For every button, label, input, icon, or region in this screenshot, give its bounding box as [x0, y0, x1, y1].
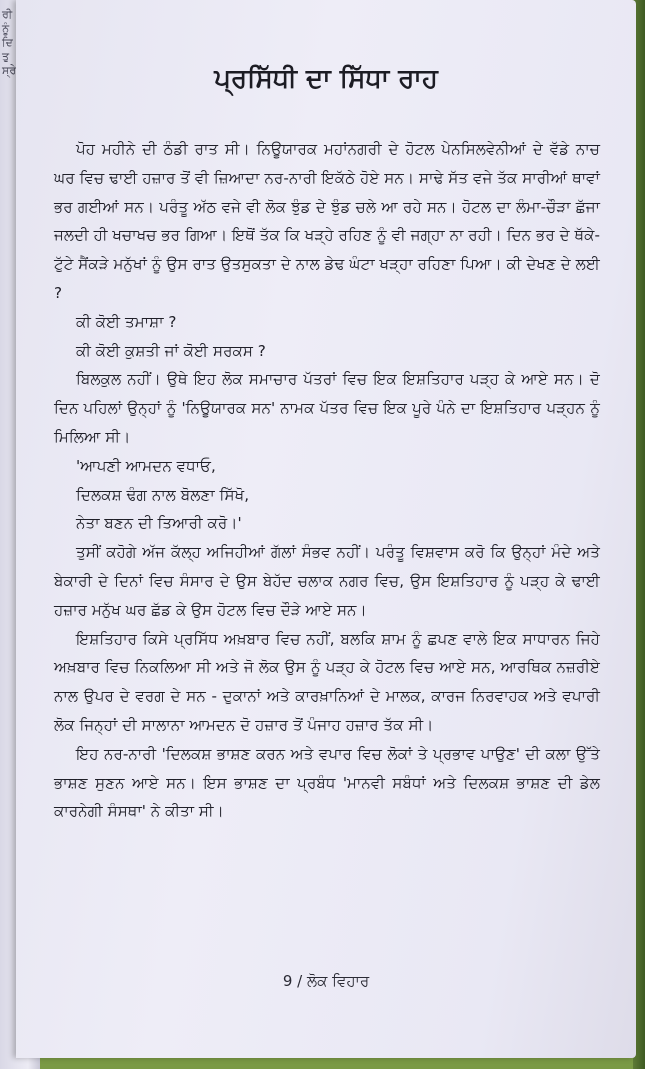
paragraph-newspaper: ਇਸ਼ਤਿਹਾਰ ਕਿਸੇ ਪ੍ਰਸਿੱਧ ਅਖ਼ਬਾਰ ਵਿਚ ਨਹੀਂ, ਬਲਕਿ ਸ਼ਾਮ ਨੂੰ ਛਪਣ ਵਾਲੇ ਇਕ ਸਾਧਾਰਨ ਜਿਹੇ ਅਖ਼ਬਾਰ ਵਿਚ ਨਿਕਲਿਆ ਸੀ ਅਤੇ ਜੋ ਲੋਕ ਉਸ ਨੂੰ ਪੜ੍ਹ ਕੇ ਹੋਟਲ ਵਿਚ ਆਏ ਸਨ, ਆਰਥਿਕ ਨਜ਼ਰੀਏ ਨਾਲ ਉਪਰ ਦੇ ਵਰਗ ਦੇ ਸਨ - ਦੁਕਾਨਾਂ ਅਤੇ ਕਾਰਖ਼ਾਨਿਆਂ ਦੇ ਮਾਲਕ, ਕਾਰਜ ਨਿਰਵਾਹਕ ਅਤੇ ਵਪਾਰੀ ਲੋਕ ਜਿਨ੍ਹਾਂ ਦੀ ਸਾਲਾਨਾ ਆਮਦਨ ਦੋ ਹਜ਼ਾਰ ਤੋਂ ਪੰਜਾਹ ਹਜ਼ਾਰ ਤੱਕ ਸੀ। — [54, 629, 600, 734]
paragraph-advertisement: ਬਿਲਕੁਲ ਨਹੀਂ। ਉਥੇ ਇਹ ਲੋਕ ਸਮਾਚਾਰ ਪੱਤਰਾਂ ਵਿਚ ਇਕ ਇਸ਼ਤਿਹਾਰ ਪੜ੍ਹ ਕੇ ਆਏ ਸਨ। ਦੋ ਦਿਨ ਪਹਿਲਾਂ ਉਨ੍ਹਾਂ ਨੂੰ 'ਨਿਊਯਾਰਕ ਸਨ' ਨਾਮਕ ਪੱਤਰ ਵਿਚ ਇਕ ਪੂਰੇ ਪੰਨੇ ਦਾ ਇਸ਼ਤਿਹਾਰ ਪੜ੍ਹਨ ਨੂੰ ਮਿਲਿਆ ਸੀ। — [54, 370, 600, 446]
ad-line-1: 'ਆਪਣੀ ਆਮਦਨ ਵਧਾਓ, — [76, 456, 216, 475]
underlying-page-text: ਰੀ ਨੂੰ ਦਿ ਤੁ ਸ੍ਰੇ — [2, 8, 17, 77]
chapter-title: ਪ੍ਰਸਿੱਧੀ ਦਾ ਸਿੱਧਾ ਰਾਹ — [214, 64, 438, 94]
paragraph-opening: ਪੋਹ ਮਹੀਨੇ ਦੀ ਠੰਡੀ ਰਾਤ ਸੀ। ਨਿਊਯਾਰਕ ਮਹਾਂਨਗਰੀ ਦੇ ਹੋਟਲ ਪੇਨਸਿਲਵੇਨੀਆਂ ਦੇ ਵੱਡੇ ਨਾਚ ਘਰ ਵਿਚ ਢਾਈ ਹਜ਼ਾਰ ਤੋਂ ਵੀ ਜ਼ਿਆਦਾ ਨਰ-ਨਾਰੀ ਇਕੱਠੇ ਹੋਏ ਸਨ। ਸਾਢੇ ਸੱਤ ਵਜੇ ਤੱਕ ਸਾਰੀਆਂ ਥਾਵਾਂ ਭਰ ਗਈਆਂ ਸਨ। ਪਰੰਤੂ ਅੱਠ ਵਜੇ ਵੀ ਲੋਕ ਝੁੰਡ ਦੇ ਝੁੰਡ ਚਲੇ ਆ ਰਹੇ ਸਨ। ਹੋਟਲ ਦਾ ਲੰਮਾ-ਚੌੜਾ ਛੱਜਾ ਜਲਦੀ ਹੀ ਖਚਾਖਚ ਭਰ ਗਿਆ। ਇਥੋਂ ਤੱਕ ਕਿ ਖੜ੍ਹੇ ਰਹਿਣ ਨੂੰ ਵੀ ਜਗ੍ਹਾ ਨਾ ਰਹੀ। ਦਿਨ ਭਰ ਦੇ ਥੱਕੇ-ਟੁੱਟੇ ਸੈਂਕੜੇ ਮਨੁੱਖਾਂ ਨੂੰ ਉਸ ਰਾਤ ਉਤਸੁਕਤਾ ਦੇ ਨਾਲ ਡੇਢ ਘੰਟਾ ਖੜ੍ਹਾ ਰਹਿਣਾ ਪਿਆ। ਕੀ ਦੇਖਣ ਦੇ ਲਈ ? — [54, 140, 600, 302]
ad-line-3: ਨੇਤਾ ਬਣਨ ਦੀ ਤਿਆਰੀ ਕਰੋ।' — [76, 514, 242, 533]
paragraph-question-2: ਕੀ ਕੋਈ ਕੁਸ਼ਤੀ ਜਾਂ ਕੋਈ ਸਰਕਸ ? — [76, 341, 266, 360]
paragraph-belief: ਤੁਸੀਂ ਕਹੋਗੇ ਅੱਜ ਕੱਲ੍ਹ ਅਜਿਹੀਆਂ ਗੱਲਾਂ ਸੰਭਵ ਨਹੀਂ। ਪਰੰਤੂ ਵਿਸ਼ਵਾਸ ਕਰੋ ਕਿ ਉਨ੍ਹਾਂ ਮੰਦੇ ਅਤੇ ਬੇਕਾਰੀ ਦੇ ਦਿਨਾਂ ਵਿਚ ਸੰਸਾਰ ਦੇ ਉਸ ਬੇਹੱਦ ਚਲਾਕ ਨਗਰ ਵਿਚ, ਉਸ ਇਸ਼ਤਿਹਾਰ ਨੂੰ ਪੜ੍ਹ ਕੇ ਢਾਈ ਹਜ਼ਾਰ ਮਨੁੱਖ ਘਰ ਛੱਡ ਕੇ ਉਸ ਹੋਟਲ ਵਿਚ ਦੌੜੇ ਆਏ ਸਨ। — [54, 543, 600, 619]
paragraph-lecture: ਇਹ ਨਰ-ਨਾਰੀ 'ਦਿਲਕਸ਼ ਭਾਸ਼ਣ ਕਰਨ ਅਤੇ ਵਪਾਰ ਵਿਚ ਲੋਕਾਂ ਤੇ ਪ੍ਰਭਾਵ ਪਾਉਣ' ਦੀ ਕਲਾ ਉੱਤੇ ਭਾਸ਼ਣ ਸੁਣਨ ਆਏ ਸਨ। ਇਸ ਭਾਸ਼ਣ ਦਾ ਪ੍ਰਬੰਧ 'ਮਾਨਵੀ ਸਬੰਧਾਂ ਅਤੇ ਦਿਲਕਸ਼ ਭਾਸ਼ਣ ਦੀ ਡੇਲ ਕਾਰਨੇਗੀ ਸੰਸਥਾ' ਨੇ ਕੀਤਾ ਸੀ। — [54, 744, 600, 821]
page-footer: 9 / ਲੋਕ ਵਿਹਾਰ — [282, 972, 370, 990]
book-page — [16, 0, 636, 1058]
page-body — [54, 135, 600, 826]
paragraph-question-1: ਕੀ ਕੋਈ ਤਮਾਸ਼ਾ ? — [76, 312, 177, 331]
ad-line-2: ਦਿਲਕਸ਼ ਢੰਗ ਨਾਲ ਬੋਲਣਾ ਸਿੱਖੋ, — [76, 485, 250, 504]
